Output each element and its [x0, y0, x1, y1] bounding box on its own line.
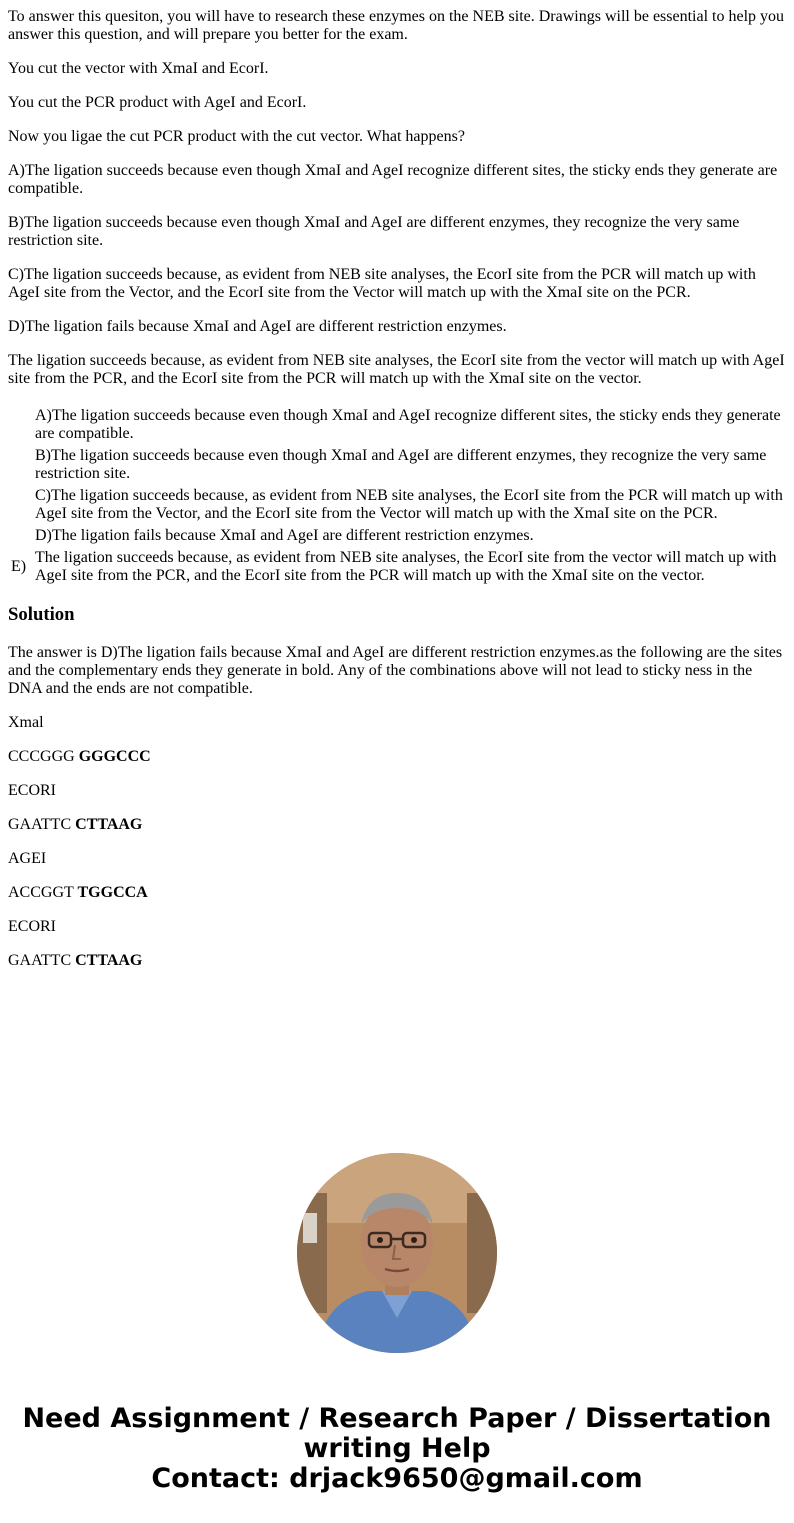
option-row-e: [10, 548, 784, 586]
site-seq: GAATTC: [8, 816, 72, 833]
option-d: D)The ligation fails because XmaI and AgeI are different restriction enzymes.: [35, 527, 534, 544]
option-d-text: D)The ligation fails because XmaI and AgeI are different restriction enzymes.: [8, 318, 507, 335]
option-letter-b: [10, 446, 32, 484]
site-name: Xmal: [8, 714, 44, 731]
intro-paragraph: To answer this quesiton, you will have to research these enzymes on the NEB site. Drawings will be essential to help you answer this question, and will prepare you better for the exam.: [8, 8, 785, 43]
site-sequence: [8, 748, 786, 766]
site-seq: GAATTC: [8, 952, 72, 969]
footer-line-1: Need Assignment / Research Paper / Dissertation: [22, 1403, 772, 1434]
question-content: [8, 8, 786, 986]
site-seq: ACCGGT: [8, 884, 74, 901]
option-row-d: [10, 526, 784, 546]
site-complement: GGGCCC: [78, 748, 151, 765]
pcr-cut-statement: You cut the PCR product with AgeI and EcorI.: [8, 94, 307, 111]
options-table: [8, 404, 786, 588]
site-name: ECORI: [8, 918, 56, 935]
option-letter-c: [10, 486, 32, 524]
solution-answer: The answer is D)The ligation fails because XmaI and AgeI are different restriction enzymes.as the following are the sites and the complementary ends they generate in bold. Any of the combinations above will not lead to sticky ness in the DNA and the ends are not compatible.: [8, 644, 783, 697]
option-c-text: C)The ligation succeeds because, as evident from NEB site analyses, the EcorI site from the PCR will match up with AgeI site from the Vector, and the EcorI site from the Vector will match up with the XmaI site on the PCR.: [8, 266, 756, 301]
option-letter-a: [10, 406, 32, 444]
tutor-portrait-image: [297, 1153, 497, 1353]
option-e-text: The ligation succeeds because, as evident from NEB site analyses, the EcorI site from the vector will match up with AgeI site from the PCR, and the EcorI site from the PCR will match up with the XmaI site on the vector.: [8, 352, 785, 387]
tutor-avatar: [297, 1153, 497, 1353]
site-sequence: [8, 952, 786, 970]
option-e: The ligation succeeds because, as evident from NEB site analyses, the EcorI site from the vector will match up with AgeI site from the PCR, and the EcorI site from the PCR will match up with the XmaI site on the vector.: [35, 549, 777, 584]
vector-cut-statement: You cut the vector with XmaI and EcorI.: [8, 60, 269, 77]
site-seq: CCCGGG: [8, 748, 75, 765]
solution-heading: Solution: [8, 604, 75, 625]
question-prompt: Now you ligae the cut PCR product with the cut vector. What happens?: [8, 128, 465, 145]
footer-line-2: writing Help: [303, 1433, 491, 1464]
option-b-text: B)The ligation succeeds because even though XmaI and AgeI are different enzymes, they recognize the very same restriction site.: [8, 214, 740, 249]
site-complement: TGGCCA: [77, 884, 148, 901]
option-a-text: A)The ligation succeeds because even though XmaI and AgeI recognize different sites, the sticky ends they generate are compatible.: [8, 162, 778, 197]
site-sequence: [8, 816, 786, 834]
option-row-c: [10, 486, 784, 524]
option-row-a: [10, 406, 784, 444]
option-a: A)The ligation succeeds because even though XmaI and AgeI recognize different sites, the sticky ends they generate are compatible.: [35, 407, 781, 442]
footer-contact: Contact: drjack9650@gmail.com: [151, 1463, 643, 1494]
footer-banner: [0, 1404, 794, 1494]
site-name: ECORI: [8, 782, 56, 799]
option-letter-d: [10, 526, 32, 546]
option-letter-e: E): [11, 558, 27, 575]
option-c: C)The ligation succeeds because, as evident from NEB site analyses, the EcorI site from the PCR will match up with AgeI site from the Vector, and the EcorI site from the Vector will match up with the XmaI site on the PCR.: [35, 487, 783, 522]
site-complement: CTTAAG: [75, 952, 143, 969]
site-sequence: [8, 884, 786, 902]
option-b: B)The ligation succeeds because even though XmaI and AgeI are different enzymes, they recognize the very same restriction site.: [35, 447, 767, 482]
site-complement: CTTAAG: [75, 816, 143, 833]
option-row-b: [10, 446, 784, 484]
site-name: AGEI: [8, 850, 47, 867]
